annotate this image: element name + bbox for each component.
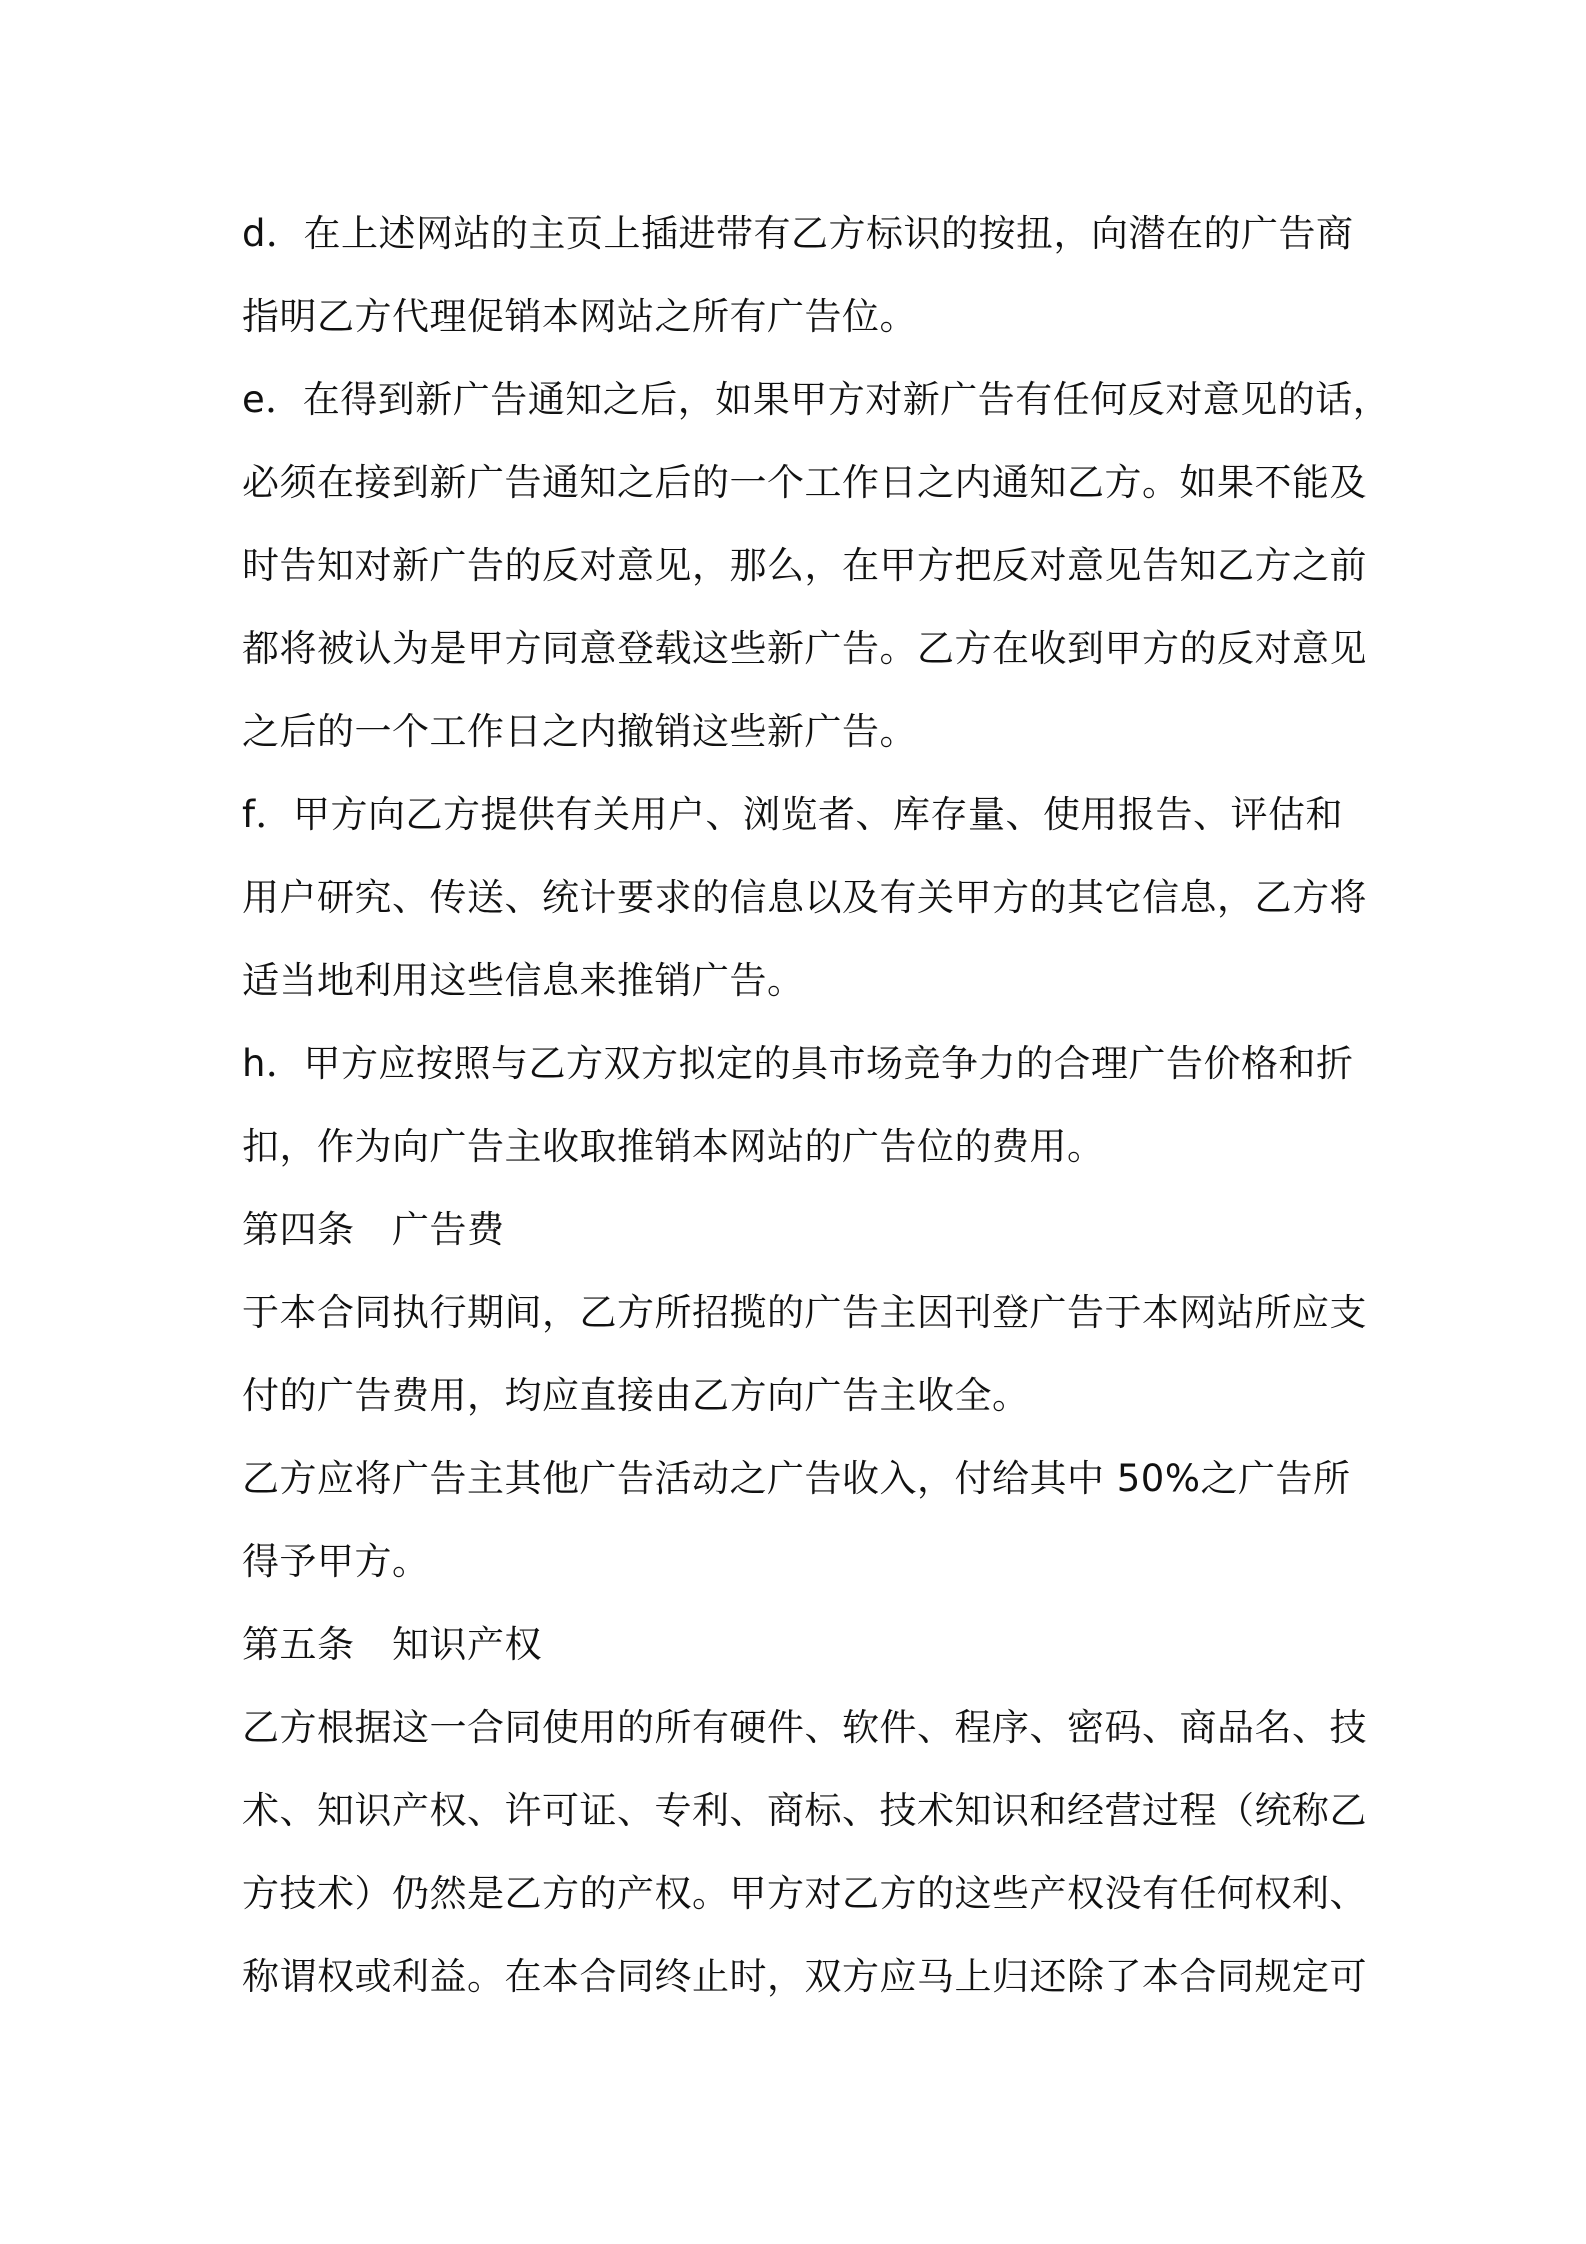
fee-paragraph-2: [242, 1437, 1362, 1603]
text-line: f．甲方向乙方提供有关用户、浏览者、库存量、使用报告、评估和: [242, 793, 1344, 836]
clause-f: [242, 773, 1367, 1022]
section-heading: 第五条 知识产权: [242, 1623, 542, 1666]
clause-e: [242, 358, 1391, 773]
text-line: 于本合同执行期间，乙方所招揽的广告主因刊登广告于本网站所应支: [242, 1291, 1367, 1334]
text-line: d．在上述网站的主页上插进带有乙方标识的按扭，向潜在的广告商: [242, 212, 1354, 255]
article-4-heading: [242, 1188, 1362, 1271]
text-line: 乙方应将广告主其他广告活动之广告收入，付给其中 50%之广告所: [242, 1457, 1351, 1500]
text-line: 之后的一个工作日之内撤销这些新广告。: [242, 710, 917, 753]
text-line: 指明乙方代理促销本网站之所有广告位。: [242, 295, 917, 338]
text-line: 得予甲方。: [242, 1540, 430, 1583]
text-line: 适当地利用这些信息来推销广告。: [242, 959, 805, 1002]
text-line: 时告知对新广告的反对意见，那么，在甲方把反对意见告知乙方之前: [242, 544, 1367, 587]
document-page: [242, 192, 1391, 2018]
text-line: e．在得到新广告通知之后，如果甲方对新广告有任何反对意见的话，: [242, 378, 1391, 421]
article-5-heading: [242, 1603, 1362, 1686]
text-line: 扣，作为向广告主收取推销本网站的广告位的费用。: [242, 1125, 1105, 1168]
text-line: 乙方根据这一合同使用的所有硬件、软件、程序、密码、商品名、技: [242, 1706, 1367, 1749]
text-line: h．甲方应按照与乙方双方拟定的具市场竞争力的合理广告价格和折: [242, 1042, 1354, 1085]
text-line: 必须在接到新广告通知之后的一个工作日之内通知乙方。如果不能及: [242, 461, 1367, 504]
text-line: 方技术）仍然是乙方的产权。甲方对乙方的这些产权没有任何权利、: [242, 1872, 1367, 1915]
clause-d: [242, 192, 1362, 358]
ip-paragraph: [242, 1686, 1367, 2018]
text-line: 术、知识产权、许可证、专利、商标、技术知识和经营过程（统称乙: [242, 1789, 1367, 1832]
fee-paragraph-1: [242, 1271, 1367, 1437]
text-line: 付的广告费用，均应直接由乙方向广告主收全。: [242, 1374, 1030, 1417]
text-line: 称谓权或利益。在本合同终止时，双方应马上归还除了本合同规定可: [242, 1955, 1367, 1998]
clause-h: [242, 1022, 1362, 1188]
text-line: 都将被认为是甲方同意登载这些新广告。乙方在收到甲方的反对意见: [242, 627, 1367, 670]
text-line: 用户研究、传送、统计要求的信息以及有关甲方的其它信息，乙方将: [242, 876, 1367, 919]
section-heading: 第四条 广告费: [242, 1208, 505, 1251]
